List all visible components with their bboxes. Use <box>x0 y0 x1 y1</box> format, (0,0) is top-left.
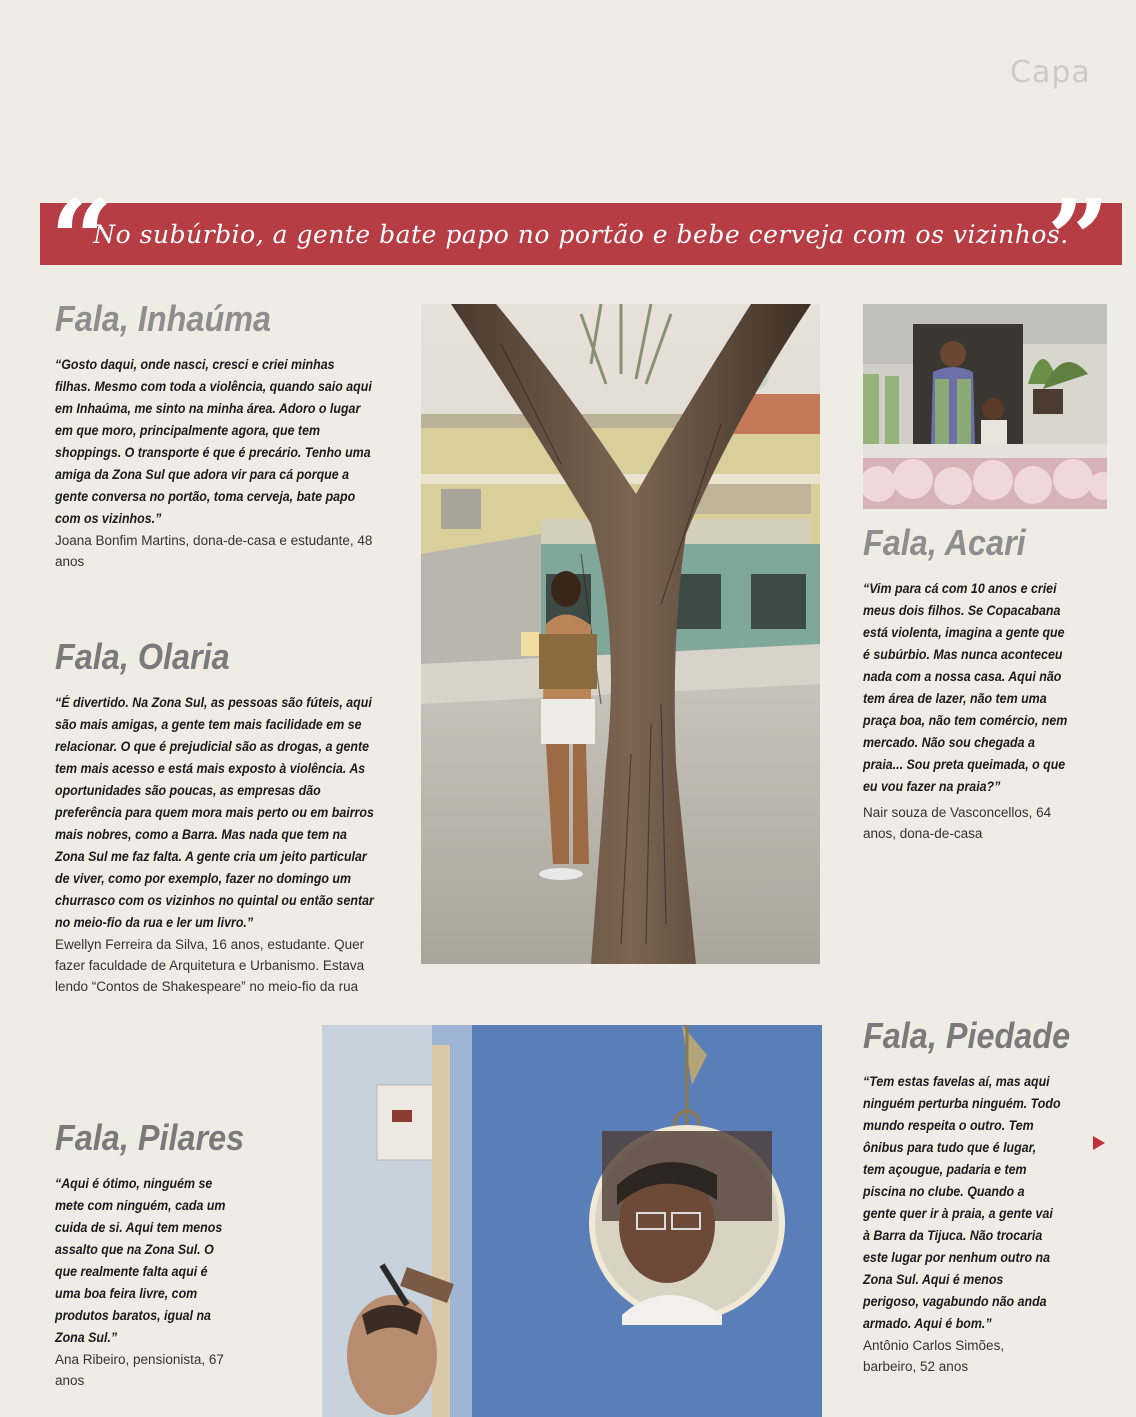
article-piedade <box>863 1015 1108 1377</box>
article-attribution: Nair souza de Vasconcellos, 64 anos, dona-de-casa <box>863 805 1052 841</box>
article-quote: “Aqui é ótimo, ninguém se mete com ninguém, cada um cuida de si. Aqui tem menos assalto que na Zona Sul. O que realmente falta aqui é uma boa feira livre, com produtos baratos, igual na Zona Sul.” <box>55 1176 226 1345</box>
continue-arrow-icon <box>1093 1136 1105 1150</box>
article-quote: “Tem estas favelas aí, mas aqui ninguém perturba ninguém. Todo mundo respeita o outro. Tem ônibus para tudo que é lugar, tem açougue, padaria e tem piscina no clube. Quando a gente quer ir à praia, a gente vai à Barra da Tijuca. Não trocaria este lugar por nenhum outro na Zona Sul. Aqui é menos perigoso, vagabundo não anda armado. Aqui é bom.” <box>863 1074 1061 1331</box>
article-inhauma <box>55 298 400 572</box>
article-attribution: Ana Ribeiro, pensionista, 67 anos <box>55 1352 224 1388</box>
article-quote: “Gosto daqui, onde nasci, cresci e criei minhas filhas. Mesmo com toda a violência, quando saio aqui em Inhaúma, me sinto na minha área. Adoro o lugar em que moro, principalmente agora, que tem shoppings. O transporte é que é precário. Tenho uma amiga da Zona Sul que adora vir para cá porque a gente conversa no portão, toma cerveja, bate papo com os vizinhos.” <box>55 357 372 526</box>
article-title: Fala, Pilares <box>55 1117 245 1158</box>
photo-girl-reading-tree <box>421 304 820 964</box>
open-quote-icon: “ <box>50 175 114 304</box>
article-attribution: Antônio Carlos Simões, barbeiro, 52 anos <box>863 1338 1005 1374</box>
photo-barber-mirror <box>322 1025 822 1417</box>
article-title: Fala, Acari <box>863 522 1026 563</box>
close-quote-icon: ” <box>1046 175 1110 304</box>
pull-quote-banner <box>40 175 1122 304</box>
article-title: Fala, Olaria <box>55 636 230 677</box>
section-label: Capa <box>1010 55 1091 90</box>
photo-acari-window <box>863 304 1107 509</box>
article-quote: “Vim para cá com 10 anos e criei meus dois filhos. Se Copacabana está violenta, imagina a gente que é subúrbio. Mas nunca aconteceu nada com a nossa casa. Aqui não tem área de lazer, não tem uma praça boa, não tem comércio, nem mercado. Não sou chegada a praia... Sou preta queimada, o que eu vou fazer na praia?” <box>863 581 1068 794</box>
article-pilares <box>55 1117 305 1391</box>
article-olaria <box>55 636 410 997</box>
article-quote: “É divertido. Na Zona Sul, as pessoas são fúteis, aqui são mais amigas, a gente tem mais facilidade em se relacionar. O que é prejudicial são as drogas, a gente tem mais acesso e está mais exposto à violência. As oportunidades são poucas, as empresas dão preferência para quem mora mais perto ou em bairros mais nobres, como a Barra. Mas nada que tem na Zona Sul me faz falta. A gente cria um jeito particular de viver, como por exemplo, fazer no domingo um churrasco com os vizinhos no quintal ou então sentar no meio-fio da rua e ler um livro.” <box>55 695 374 930</box>
article-title: Fala, Piedade <box>863 1015 1071 1056</box>
article-attribution: Ewellyn Ferreira da Silva, 16 anos, estudante. Quer fazer faculdade de Arquitetura e Urbanismo. Estava lendo “Contos de Shakespeare” no meio-fio da rua <box>55 937 365 994</box>
article-acari <box>863 522 1103 844</box>
article-attribution: Joana Bonfim Martins, dona-de-casa e estudante, 48 anos <box>55 533 373 569</box>
pull-quote-text: No subúrbio, a gente bate papo no portão e bebe cerveja com os vizinhos. <box>93 219 1069 249</box>
article-title: Fala, Inhaúma <box>55 298 272 339</box>
